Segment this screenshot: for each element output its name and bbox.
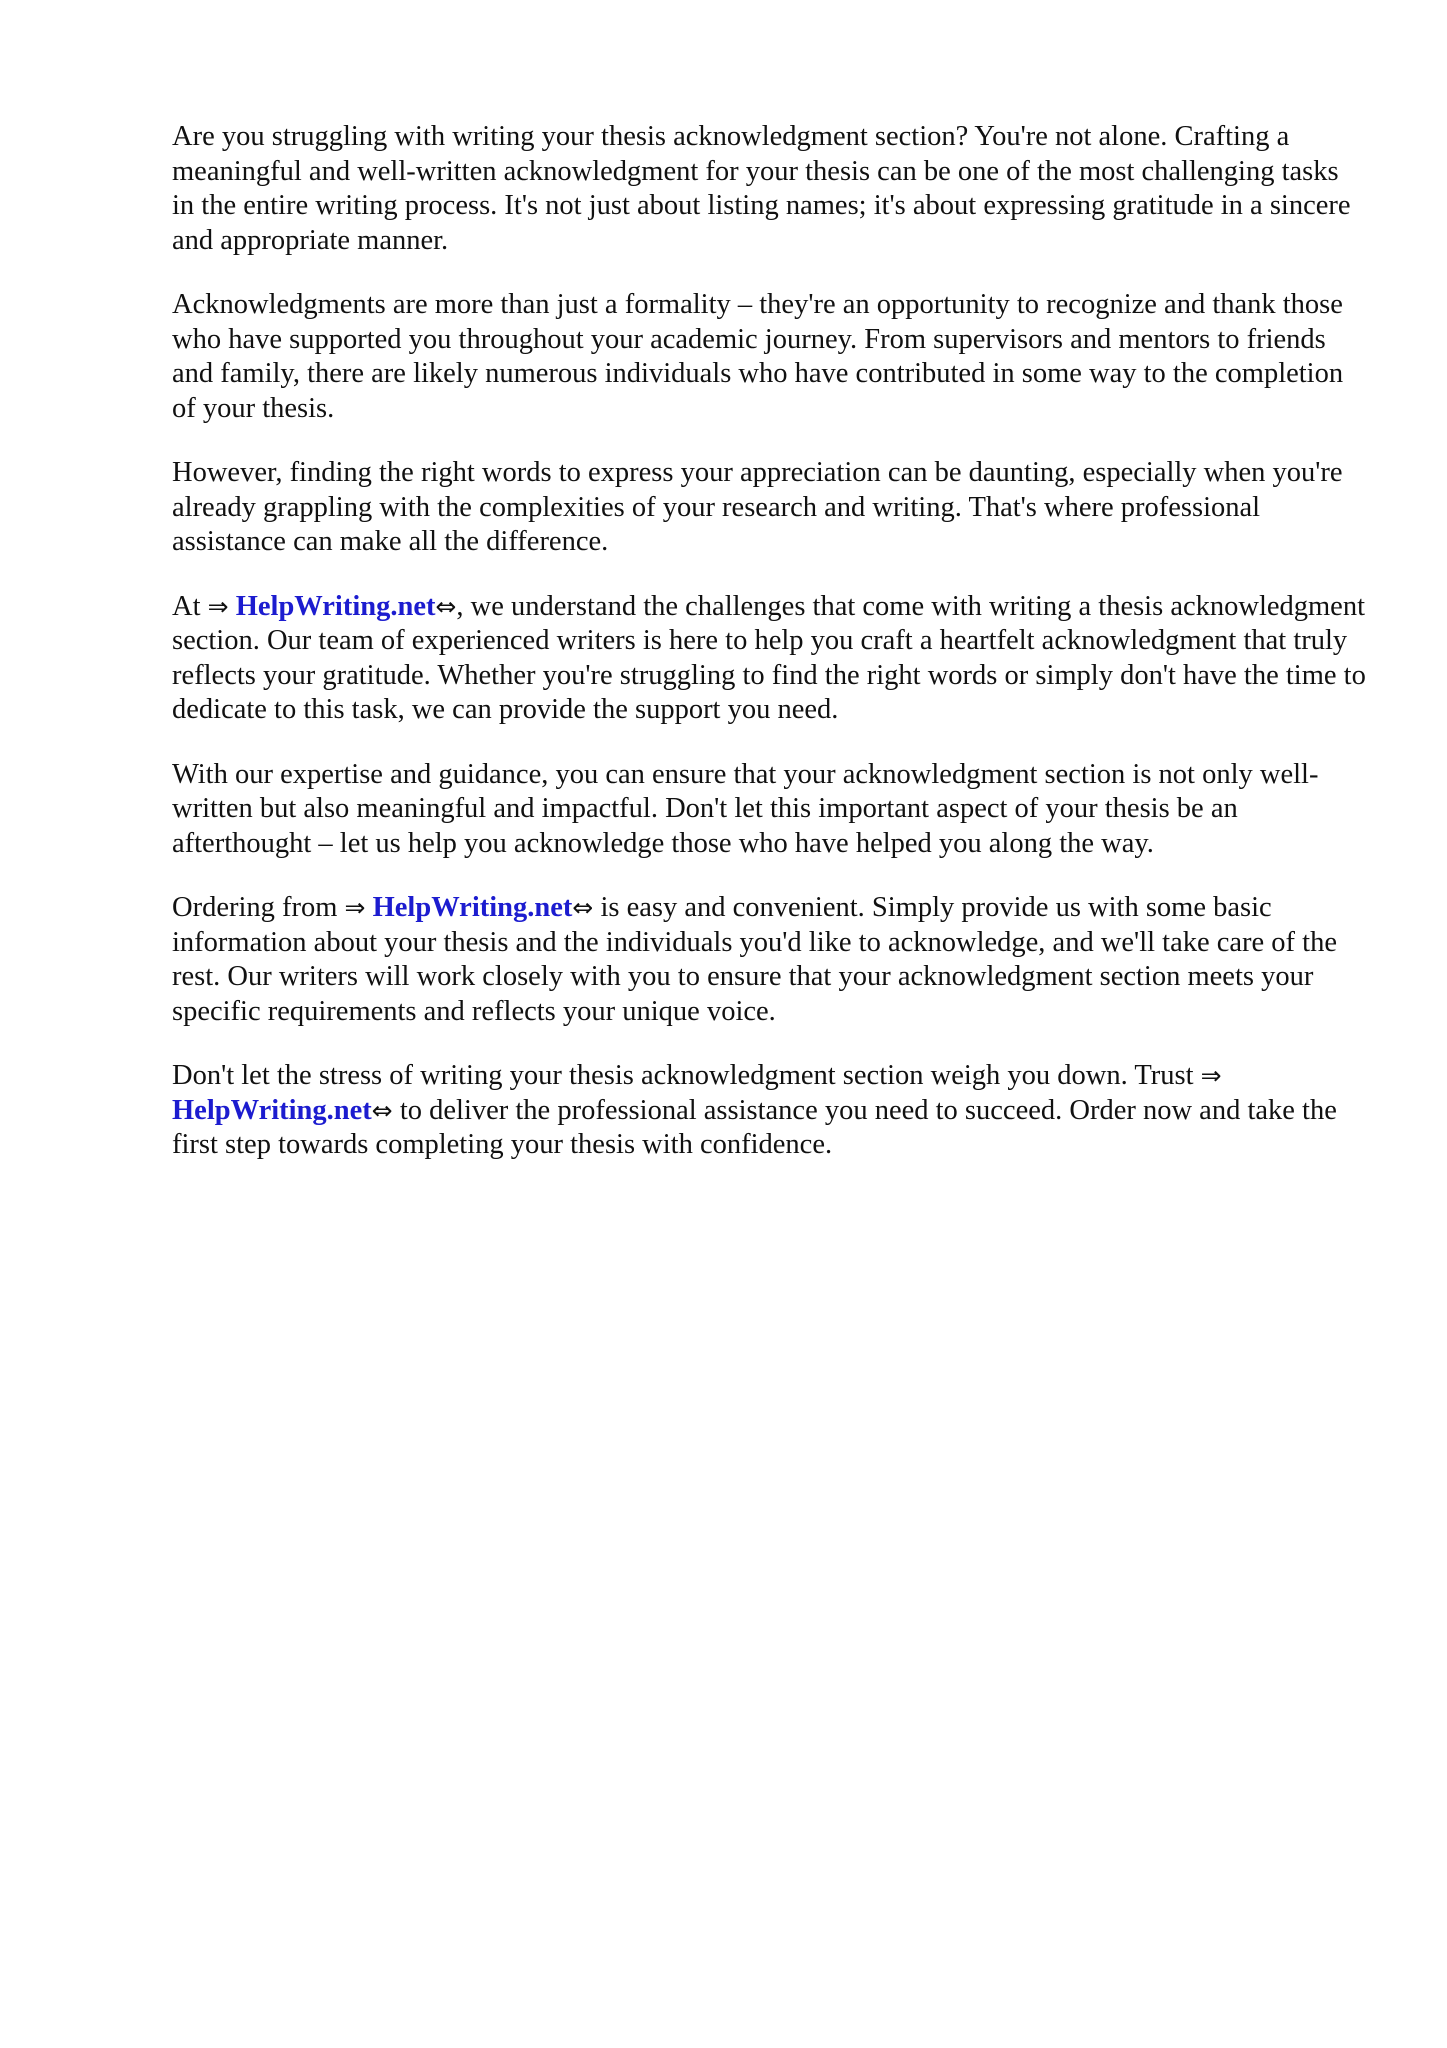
- arrow-right-icon: ⇒: [207, 591, 229, 621]
- paragraph-difficulty: However, finding the right words to express your appreciation can be daunting, especially when you're already grappling with the complexities of your research and writing. That's where professional assistance can make all the difference.: [172, 457, 1343, 557]
- paragraph-service-lead: At: [172, 590, 208, 622]
- paragraph-expertise: With our expertise and guidance, you can ensure that your acknowledgment section is not only well-written but also meaningful and impactful. Don't let this important aspect of your thesis be an afterthought – let us help you acknowledge those who have helped you along the way.: [172, 758, 1319, 859]
- paragraph-acknowledgments: Acknowledgments are more than just a formality – they're an opportunity to recognize and thank those who have supported you throughout your academic journey. From supervisors and mentors to friends and family, there are likely numerous individuals who have contributed in some way to the completion of your thesis.: [172, 289, 1344, 424]
- helpwriting-link[interactable]: HelpWriting.net: [172, 1094, 372, 1126]
- arrow-right-icon: ⇒: [344, 893, 366, 922]
- document-body: [172, 120, 1367, 1193]
- paragraph-intro: Are you struggling with writing your thesis acknowledgment section? You're not alone. Crafting a meaningful and well-written acknowledgment for your thesis can be one of the most challenging tasks in the entire writing process. It's not just about listing names; it's about expressing gratitude in a sincere and appropriate manner.: [172, 121, 1351, 256]
- double-arrow-icon: ⇔: [572, 893, 594, 922]
- arrow-right-icon: ⇒: [1200, 1061, 1222, 1090]
- helpwriting-link[interactable]: HelpWriting.net: [372, 892, 573, 923]
- paragraph-closing-lead: Don't let the stress of writing your thesis acknowledgment section weigh you down. Trust: [172, 1060, 1201, 1091]
- double-arrow-icon: ⇔: [371, 1095, 393, 1125]
- paragraph-ordering: [172, 891, 1367, 1029]
- paragraph-service-text: , we understand the challenges that come with writing a thesis acknowledgment section. Our team of experienced writers is here to help you craft a heartfelt acknowledgment that truly reflects your gratitude. Whether you're struggling to find the right words or simply don't have the time to dedicate to this task, we can provide the support you need.: [172, 590, 1366, 725]
- paragraph-ordering-text: is easy and convenient. Simply provide us with some basic information about your thesis and the individuals you'd like to acknowledge, and we'll take care of the rest. Our writers will work closely with you to ensure that your acknowledgment section meets your specific requirements and reflects your unique voice.: [172, 892, 1337, 1027]
- paragraph-service: [172, 590, 1367, 728]
- paragraph-closing: [172, 1059, 1367, 1163]
- helpwriting-link[interactable]: HelpWriting.net: [235, 590, 436, 622]
- paragraph-closing-text: to deliver the professional assistance you need to succeed. Order now and take the first step towards completing your thesis with confidence.: [172, 1094, 1337, 1160]
- paragraph-ordering-lead: Ordering from: [172, 892, 345, 923]
- double-arrow-icon: ⇔: [435, 591, 457, 621]
